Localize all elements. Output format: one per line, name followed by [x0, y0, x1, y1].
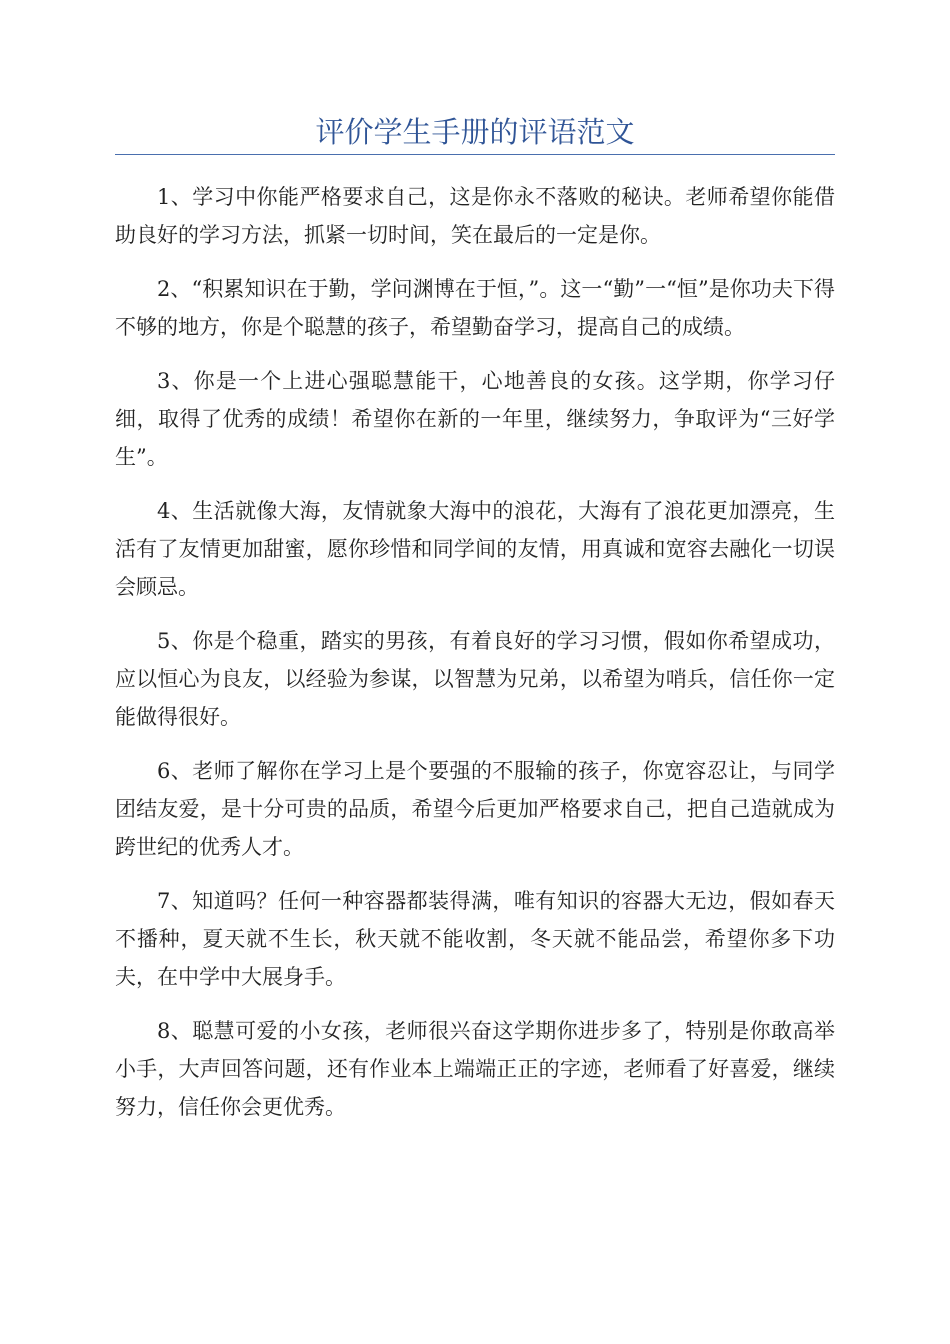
paragraph-5: 5、你是个稳重，踏实的男孩，有着良好的学习习惯，假如你希望成功，应以恒心为良友，以经验为参谋，以智慧为兄弟，以希望为哨兵，信任你一定能做得很好。 [115, 629, 835, 729]
page-title: 评价学生手册的评语范文 [315, 115, 635, 149]
paragraph-2: 2、“积累知识在于勤，学问渊博在于恒，”。这一“勤”一“恒”是你功夫下得不够的地方，你是个聪慧的孩子，希望勤奋学习，提高自己的成绩。 [115, 277, 835, 339]
paragraph-7: 7、知道吗？任何一种容器都装得满，唯有知识的容器大无边，假如春天不播种，夏天就不生长，秋天就不能收割，冬天就不能品尝，希望你多下功夫，在中学中大展身手。 [115, 889, 835, 989]
paragraph-8: 8、聪慧可爱的小女孩，老师很兴奋这学期你进步多了，特别是你敢高举小手，大声回答问题，还有作业本上端端正正的字迹，老师看了好喜爱，继续努力，信任你会更优秀。 [115, 1019, 835, 1119]
paragraph-6: 6、老师了解你在学习上是个要强的不服输的孩子，你宽容忍让，与同学团结友爱，是十分可贵的品质，希望今后更加严格要求自己，把自己造就成为跨世纪的优秀人才。 [115, 759, 835, 859]
title-underline [115, 154, 835, 155]
paragraph-3: 3、你是一个上进心强聪慧能干，心地善良的女孩。这学期，你学习仔细，取得了优秀的成绩！希望你在新的一年里，继续努力，争取评为“三好学生”。 [115, 369, 835, 469]
paragraph-1: 1、学习中你能严格要求自己，这是你永不落败的秘诀。老师希望你能借助良好的学习方法，抓紧一切时间，笑在最后的一定是你。 [115, 185, 835, 247]
paragraph-4: 4、生活就像大海，友情就象大海中的浪花，大海有了浪花更加漂亮，生活有了友情更加甜蜜，愿你珍惜和同学间的友情，用真诚和宽容去融化一切误会顾忌。 [115, 499, 835, 599]
document-body [115, 178, 835, 1142]
